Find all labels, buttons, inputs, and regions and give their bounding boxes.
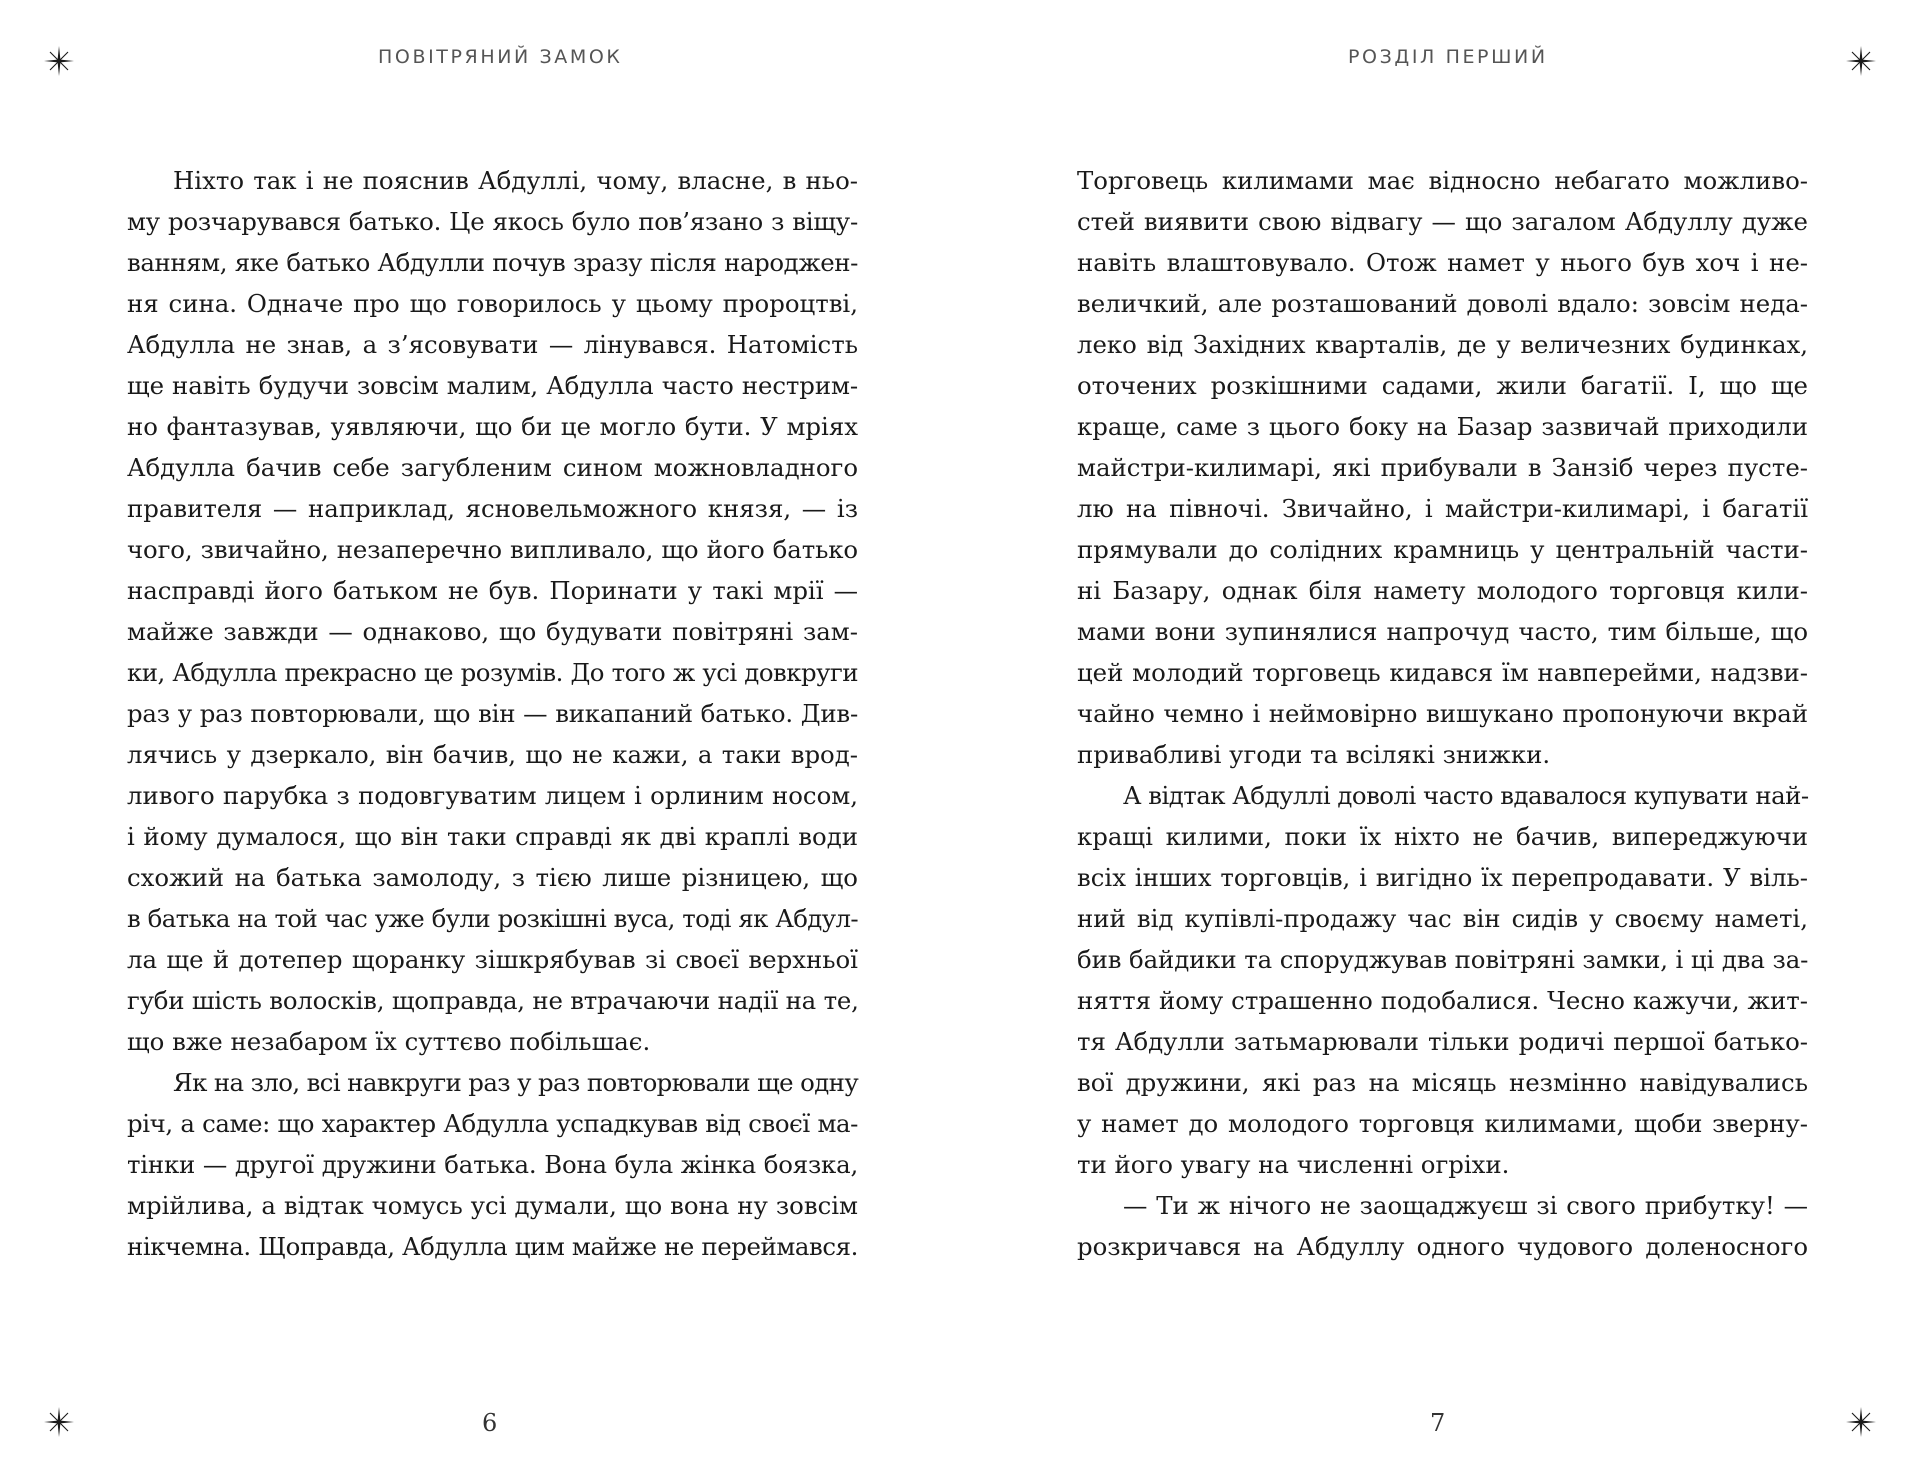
text-line: чого, звичайно, незаперечно випливало, що його батько — [127, 535, 858, 564]
text-line: ще навіть будучи зовсім малим, Абдулла часто нестрим- — [127, 371, 858, 400]
text-line: Ніхто так і не пояснив Абдуллі, чому, власне, в ньо- — [173, 166, 858, 195]
text-line: раз у раз повторювали, що він — викапаний батько. Див- — [127, 699, 858, 728]
four-point-star-icon — [1846, 1407, 1876, 1437]
text-line: ня сина. Одначе про що говорилось у цьому пророцтві, — [127, 289, 858, 318]
text-line: бив байдики та споруджував повітряні замки, і ці два за- — [1077, 945, 1809, 974]
text-line: вої дружини, які раз на місяць незмінно навідувались — [1077, 1068, 1808, 1097]
text-line: нікчемна. Щоправда, Абдулла цим майже не переймався. — [127, 1232, 858, 1261]
text-line: привабливі угоди та всілякі знижки. — [1077, 740, 1551, 769]
text-line: і йому думалося, що він таки справді як дві краплі води — [127, 822, 858, 851]
text-line: всіх інших торговців, і вигідно їх перепродавати. У віль- — [1077, 863, 1808, 892]
text-line: губи шість волосків, щоправда, не втрачаючи надії на те, — [127, 986, 859, 1015]
text-line: Торговець килимами має відносно небагато можливо- — [1077, 166, 1808, 195]
four-point-star-icon — [44, 46, 74, 76]
text-line: в батька на той час уже були розкішні вуса, тоді як Абдул- — [127, 904, 858, 933]
text-line: ливого парубка з подовгуватим лицем і орлиним носом, — [127, 781, 858, 810]
text-line: Як на зло, всі навкруги раз у раз повторювали ще одну — [173, 1068, 859, 1097]
text-line: мрійлива, а відтак чомусь усі думали, що вона ну зовсім — [127, 1191, 858, 1220]
text-line: прямували до солідних крамниць у центральній части- — [1077, 535, 1808, 564]
text-line: мами вони зупинялися напрочуд часто, тим більше, що — [1077, 617, 1808, 646]
text-line: ванням, яке батько Абдулли почув зразу після народжен- — [127, 248, 858, 277]
text-line: насправді його батьком не був. Поринати у такі мрії — — [127, 576, 858, 605]
right-page — [960, 0, 1920, 1477]
text-line: кращі килими, поки їх ніхто не бачив, випереджуючи — [1077, 822, 1808, 851]
four-point-star-icon — [44, 1407, 74, 1437]
text-line: Абдулла не знав, а з’ясовувати — лінувався. Натомість — [127, 330, 858, 359]
text-line: схожий на батька замолоду, з тією лише різницею, що — [127, 863, 858, 892]
text-line: му розчарувався батько. Це якось було пов’язано з віщу- — [127, 207, 858, 236]
text-line: навіть влаштовувало. Отож намет у нього був хоч і не- — [1077, 248, 1808, 277]
text-line: Абдулла бачив себе загубленим сином можновладного — [127, 453, 858, 482]
text-line: но фантазував, уявляючи, що би це могло бути. У мріях — [127, 412, 858, 441]
page-number: 7 — [1430, 1409, 1446, 1437]
page-number: 6 — [482, 1409, 498, 1437]
text-line: А відтак Абдуллі доволі часто вдавалося купувати най- — [1123, 781, 1809, 810]
running-head: ПОВІТРЯНИЙ ЗАМОК — [378, 46, 623, 68]
text-line: величкий, але розташований доволі вдало: зовсім неда- — [1077, 289, 1808, 318]
text-line: лячись у дзеркало, він бачив, що не кажи, а таки врод- — [127, 740, 858, 769]
text-line: оточених розкішними садами, жили багатії. І, що ще — [1077, 371, 1808, 400]
text-line: ла ще й дотепер щоранку зішкрябував зі своєї верхньої — [127, 945, 858, 974]
text-line: тінки — другої дружини батька. Вона була жінка боязка, — [127, 1150, 858, 1179]
body-text — [1077, 160, 1808, 1267]
text-line: ти його увагу на численні огріхи. — [1077, 1150, 1510, 1179]
text-line: стей виявити свою відвагу — що загалом Абдуллу дуже — [1077, 207, 1808, 236]
text-line: правителя — наприклад, ясновельможного князя, — із — [127, 494, 858, 523]
text-line: чайно чемно і неймовірно вишукано пропонуючи вкрай — [1077, 699, 1808, 728]
text-line: краще, саме з цього боку на Базар зазвичай приходили — [1077, 412, 1808, 441]
text-line: — Ти ж нічого не заощаджуєш зі свого прибутку! — — [1123, 1191, 1808, 1220]
text-line: ки, Абдулла прекрасно це розумів. До того ж усі довкруги — [127, 658, 858, 687]
text-line: майстри-килимарі, які прибували в Занзіб через пусте- — [1077, 453, 1808, 482]
text-line: лю на півночі. Звичайно, і майстри-килимарі, і багатії — [1077, 494, 1808, 523]
running-head: РОЗДІЛ ПЕРШИЙ — [1348, 46, 1548, 68]
four-point-star-icon — [1846, 46, 1876, 76]
text-line: леко від Західних кварталів, де у величезних будинках, — [1077, 330, 1808, 359]
text-line: тя Абдулли затьмарювали тільки родичі першої батько- — [1077, 1027, 1808, 1056]
text-line: майже завжди — однаково, що будувати повітряні зам- — [127, 617, 858, 646]
text-line: що вже незабаром їх суттєво побільшає. — [127, 1027, 651, 1056]
text-line: няття йому страшенно подобалися. Чесно кажучи, жит- — [1077, 986, 1808, 1015]
text-line: ний від купівлі-продажу час він сидів у своєму наметі, — [1077, 904, 1808, 933]
text-line: у намет до молодого торговця килимами, щоби зверну- — [1077, 1109, 1808, 1138]
text-line: розкричався на Абдуллу одного чудового доленосного — [1077, 1232, 1808, 1261]
text-line: цей молодий торговець кидався їм навперейми, надзви- — [1077, 658, 1808, 687]
body-text — [127, 160, 858, 1267]
text-line: ні Базару, однак біля намету молодого торговця кили- — [1077, 576, 1808, 605]
text-line: річ, а саме: що характер Абдулла успадкував від своєї ма- — [127, 1109, 858, 1138]
